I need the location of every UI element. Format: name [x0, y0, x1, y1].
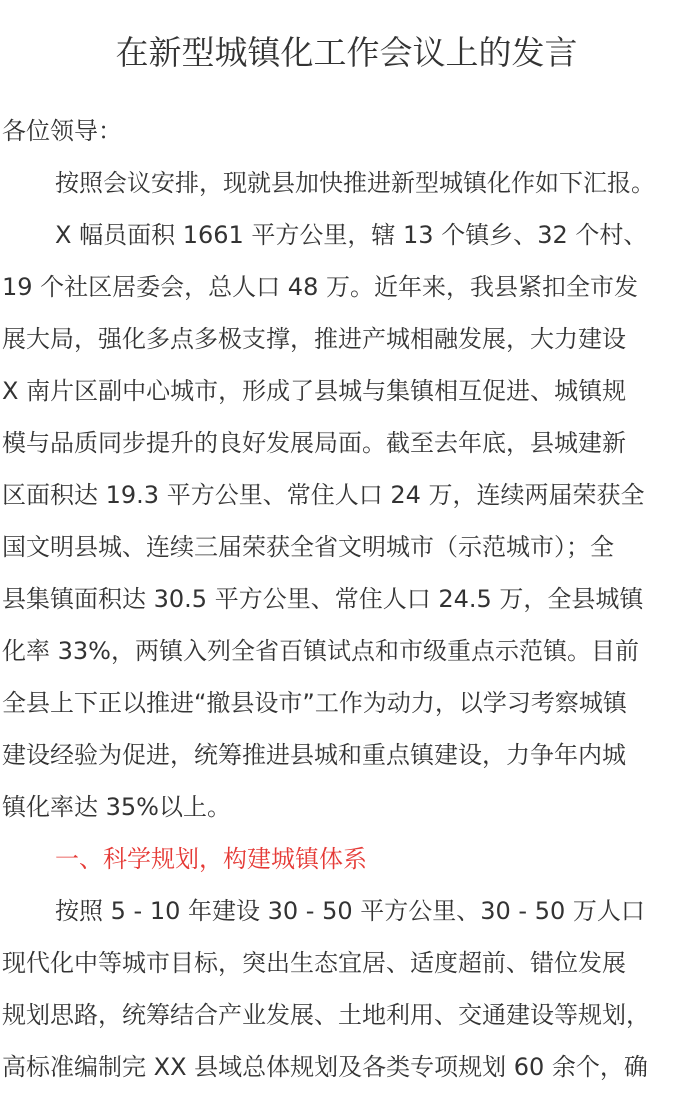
section-paragraph-line: 规划思路，统筹结合产业发展、土地利用、交通建设等规划， [2, 1001, 650, 1029]
overview-paragraph-line: 化率 33%，两镇入列全省百镇试点和市级重点示范镇。目前 [2, 637, 639, 665]
section-paragraph-line: 现代化中等城市目标，突出生态宜居、适度超前、错位发展 [2, 949, 626, 977]
overview-paragraph-line: X 幅员面积 1661 平方公里，辖 13 个镇乡、32 个村、 [55, 221, 648, 249]
section-paragraph-line: 按照 5 - 10 年建设 30 - 50 平方公里、30 - 50 万人口 [55, 897, 645, 925]
intro-paragraph-line: 按照会议安排，现就县加快推进新型城镇化作如下汇报。 [55, 169, 655, 197]
section-heading: 一、科学规划，构建城镇体系 [55, 845, 367, 873]
overview-paragraph-line: 区面积达 19.3 平方公里、常住人口 24 万，连续两届荣获全 [2, 481, 645, 509]
overview-paragraph-line: 建设经验为促进，统筹推进县城和重点镇建设，力争年内城 [2, 741, 626, 769]
overview-paragraph-line: 展大局，强化多点多极支撑，推进产城相融发展，大力建设 [2, 325, 626, 353]
overview-paragraph-line: 全县上下正以推进“撤县设市”工作为动力，以学习考察城镇 [2, 689, 627, 717]
overview-paragraph-line: 县集镇面积达 30.5 平方公里、常住人口 24.5 万，全县城镇 [2, 585, 644, 613]
overview-paragraph-line: 19 个社区居委会，总人口 48 万。近年来，我县紧扣全市发 [2, 273, 638, 301]
overview-paragraph-line: 国文明县城、连续三届荣获全省文明城市（示范城市）；全 [2, 533, 614, 561]
section-paragraph-line: 高标准编制完 XX 县域总体规划及各类专项规划 60 余个，确 [2, 1053, 648, 1081]
document-title: 在新型城镇化工作会议上的发言 [115, 33, 578, 72]
overview-paragraph-line: 镇化率达 35%以上。 [2, 793, 231, 821]
salutation-line: 各位领导： [2, 117, 122, 145]
overview-paragraph-line: X 南片区副中心城市，形成了县城与集镇相互促进、城镇规 [2, 377, 627, 405]
overview-paragraph-line: 模与品质同步提升的良好发展局面。截至去年底，县城建新 [2, 429, 626, 457]
document-body [2, 105, 693, 1093]
